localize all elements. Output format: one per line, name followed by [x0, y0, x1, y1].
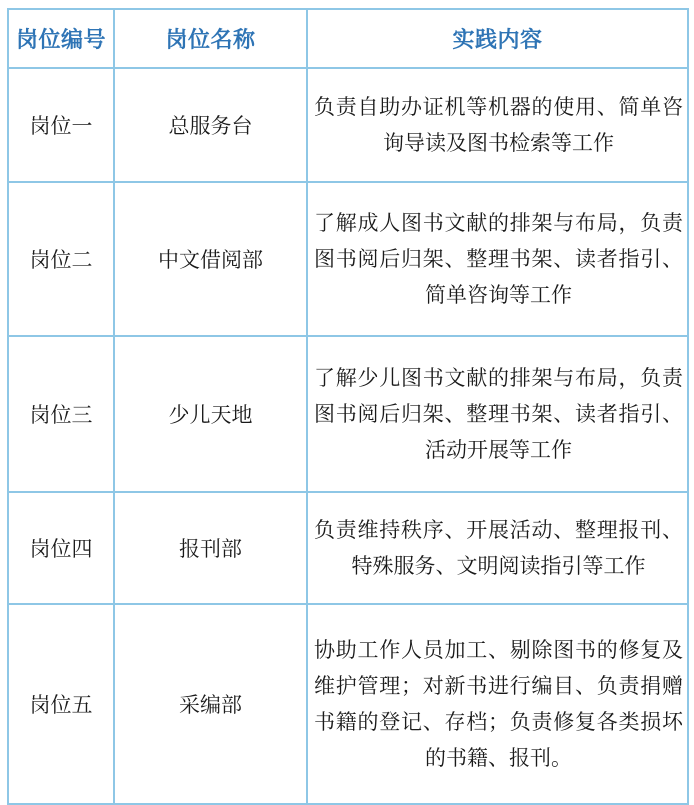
post-name-cell: 中文借阅部	[114, 182, 307, 336]
table-row	[8, 182, 688, 336]
post-number-cell: 岗位五	[8, 604, 114, 804]
table-row	[8, 604, 688, 804]
practice-content-cell: 协助工作人员加工、剔除图书的修复及维护管理；对新书进行编目、负责捐赠书籍的登记、存档；负责修复各类损坏的书籍、报刊。	[307, 604, 688, 804]
post-practice-table	[7, 8, 689, 805]
practice-content-cell: 负责维持秩序、开展活动、整理报刊、特殊服务、文明阅读指引等工作	[307, 492, 688, 604]
table-row	[8, 492, 688, 604]
post-number-cell: 岗位四	[8, 492, 114, 604]
post-name-cell: 总服务台	[114, 68, 307, 182]
table-row	[8, 336, 688, 492]
header-practice-content: 实践内容	[307, 9, 688, 68]
table-row	[8, 68, 688, 182]
practice-content-cell: 了解少儿图书文献的排架与布局，负责图书阅后归架、整理书架、读者指引、活动开展等工作	[307, 336, 688, 492]
post-table-container	[7, 8, 687, 805]
post-name-cell: 少儿天地	[114, 336, 307, 492]
post-number-cell: 岗位二	[8, 182, 114, 336]
post-name-cell: 报刊部	[114, 492, 307, 604]
post-number-cell: 岗位一	[8, 68, 114, 182]
table-header-row	[8, 9, 688, 68]
practice-content-cell: 负责自助办证机等机器的使用、简单咨询导读及图书检索等工作	[307, 68, 688, 182]
post-name-cell: 采编部	[114, 604, 307, 804]
practice-content-cell: 了解成人图书文献的排架与布局，负责图书阅后归架、整理书架、读者指引、简单咨询等工作	[307, 182, 688, 336]
header-post-name: 岗位名称	[114, 9, 307, 68]
header-post-number: 岗位编号	[8, 9, 114, 68]
post-number-cell: 岗位三	[8, 336, 114, 492]
